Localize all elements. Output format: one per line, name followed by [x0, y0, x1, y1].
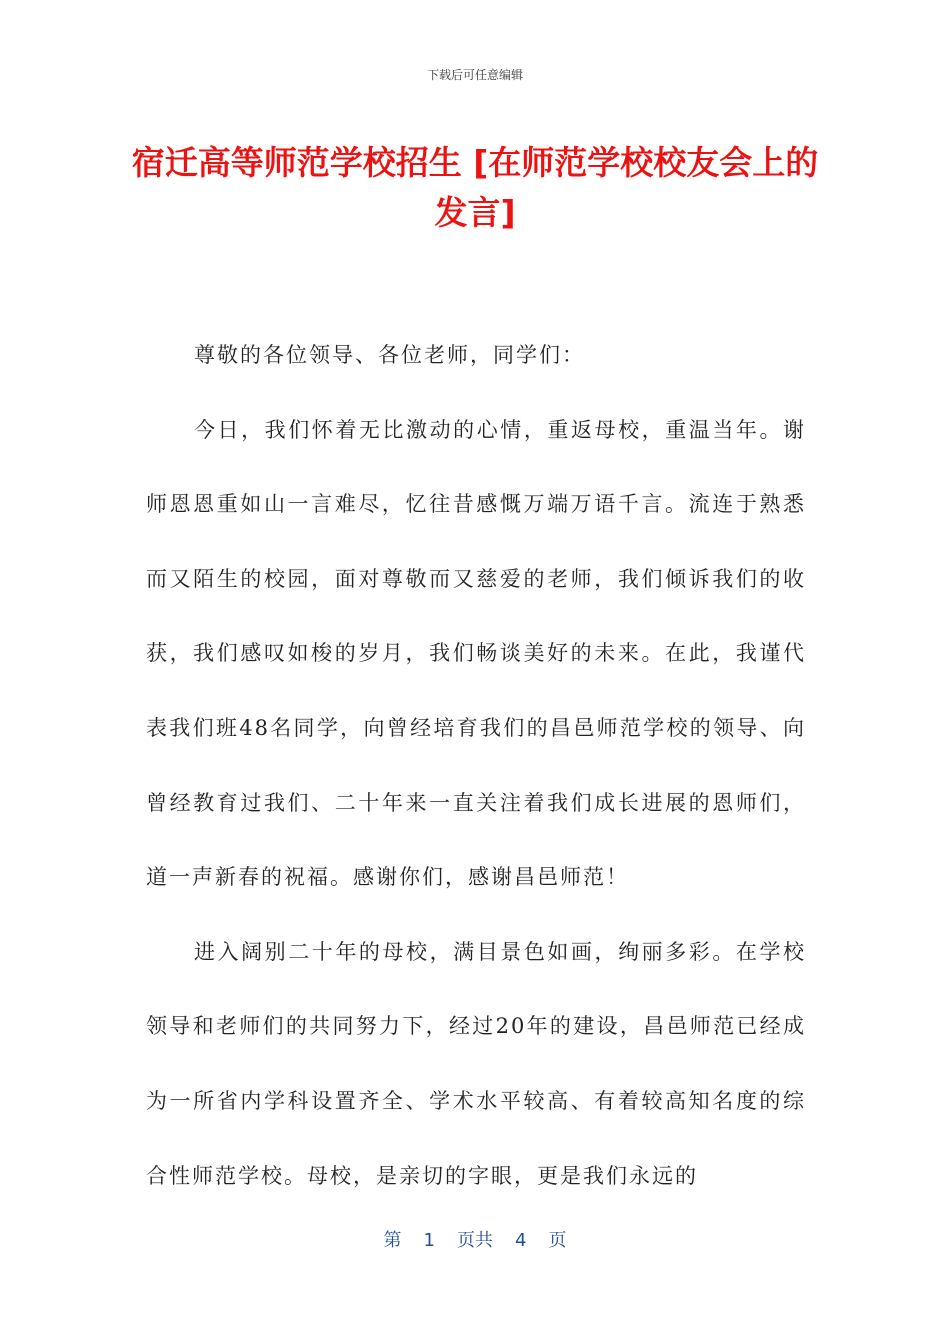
header-note: 下载后可任意编辑	[426, 68, 523, 82]
footer-middle: 页共	[457, 1230, 493, 1251]
footer-total-pages: 4	[515, 1230, 527, 1251]
footer-suffix: 页	[548, 1230, 567, 1251]
paragraph-salutation: 尊敬的各位领导、各位老师，同学们：	[194, 343, 585, 367]
document-body	[146, 318, 806, 1213]
footer-prefix: 第	[383, 1230, 402, 1251]
footer-current-page: 1	[423, 1230, 435, 1251]
page-footer	[0, 1226, 950, 1252]
document-title: 宿迁高等师范学校招生 [在师范学校校友会上的发言]	[131, 143, 819, 232]
paragraph-1: 今日，我们怀着无比激动的心情，重返母校，重温当年。谢师恩恩重如山一言难尽，忆往昔感慨万端万语千言。流连于熟悉而又陌生的校园，面对尊敬而又慈爱的老师，我们倾诉我们的收获，我们感叹如梭的岁月，我们畅谈美好的未来。在此，我谨代表我们班48名同学，向曾经培育我们的昌邑师范学校的领导、向曾经教育过我们、二十年来一直关注着我们成长进展的恩师们，道一声新春的祝福。感谢你们，感谢昌邑师范！	[146, 417, 806, 890]
paragraph-2: 进入阔别二十年的母校，满目景色如画，绚丽多彩。在学校领导和老师们的共同努力下，经过20年的建设，昌邑师范已经成为一所省内学科设置齐全、学术水平较高、有着较高知名度的综合性师范学校。母校，是亲切的字眼，更是我们永远的	[146, 939, 806, 1188]
